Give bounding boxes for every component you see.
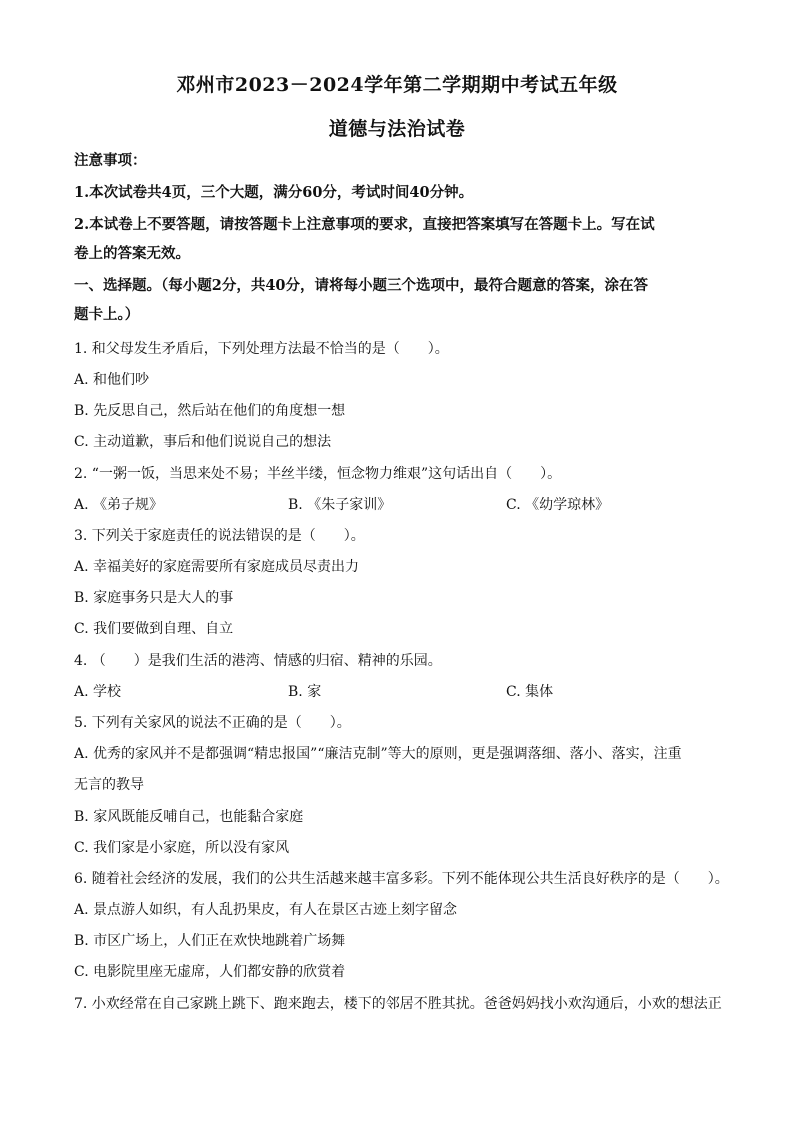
question-4-option-a: A. 学校 <box>74 684 122 700</box>
question-4-option-c: C. 集体 <box>506 684 554 700</box>
question-1-option-a: A. 和他们吵 <box>74 372 150 388</box>
question-6-stem: 6. 随着社会经济的发展，我们的公共生活越来越丰富多彩。下列不能体现公共生活良好秩序的是（ ）。 <box>74 871 729 887</box>
notice-item-2: 2.本试卷上不要答题，请按答题卡上注意事项的要求，直接把答案填写在答题卡上。写在试 <box>74 216 655 233</box>
exam-subtitle: 道德与法治试卷 <box>328 118 466 140</box>
notice-item-2-cont: 卷上的答案无效。 <box>74 245 190 262</box>
question-3-option-a: A. 幸福美好的家庭需要所有家庭成员尽责出力 <box>74 559 360 575</box>
question-4-option-b: B. 家 <box>288 684 322 700</box>
notice-item-1: 1.本次试卷共4页，三个大题，满分60分，考试时间40分钟。 <box>74 184 474 201</box>
question-4-stem: 4. （ ）是我们生活的港湾、情感的归宿、精神的乐园。 <box>74 653 442 669</box>
question-3-option-c: C. 我们要做到自理、自立 <box>74 621 234 637</box>
exam-title: 邓州市2023－2024学年第二学期期中考试五年级 <box>176 74 618 96</box>
question-1-option-c: C. 主动道歉，事后和他们说说自己的想法 <box>74 434 332 450</box>
question-5-option-a: A. 优秀的家风并不是都强调“精忠报国”“廉洁克制”等大的原则，更是强调落细、落小、落实，注重 <box>74 746 682 762</box>
question-1-stem: 1. 和父母发生矛盾后，下列处理方法最不恰当的是（ ）。 <box>74 341 449 357</box>
question-5-option-c: C. 我们家是小家庭，所以没有家风 <box>74 840 290 856</box>
question-6-option-c: C. 电影院里座无虚席，人们都安静的欣赏着 <box>74 964 346 980</box>
question-6-option-b: B. 市区广场上，人们正在欢快地跳着广场舞 <box>74 933 346 949</box>
question-6-option-a: A. 景点游人如织，有人乱扔果皮，有人在景区古迹上刻字留念 <box>74 902 458 918</box>
question-7-stem: 7. 小欢经常在自己家跳上跳下、跑来跑去，楼下的邻居不胜其扰。爸爸妈妈找小欢沟通后，小欢的想法正 <box>74 996 722 1012</box>
question-5-option-b: B. 家风既能反哺自己，也能黏合家庭 <box>74 809 304 825</box>
section-heading: 一、选择题。（每小题2分，共40分，请将每小题三个选项中，最符合题意的答案，涂在答 <box>74 277 649 294</box>
question-5-option-a-cont: 无言的教导 <box>74 777 144 793</box>
question-2-option-b: B. 《朱子家训》 <box>288 497 392 513</box>
section-heading-cont: 题卡上。） <box>74 306 140 323</box>
question-3-stem: 3. 下列关于家庭责任的说法错误的是（ ）。 <box>74 528 365 544</box>
question-2-option-c: C. 《幼学琼林》 <box>506 497 610 513</box>
question-1-option-b: B. 先反思自己，然后站在他们的角度想一想 <box>74 403 346 419</box>
question-2-option-a: A. 《弟子规》 <box>74 497 164 513</box>
question-2-stem: 2. “一粥一饭，当思来处不易；半丝半缕，恒念物力维艰”这句话出自（ ）。 <box>74 466 562 482</box>
question-5-stem: 5. 下列有关家风的说法不正确的是（ ）。 <box>74 715 351 731</box>
notice-heading: 注意事项： <box>74 152 147 169</box>
question-3-option-b: B. 家庭事务只是大人的事 <box>74 590 234 606</box>
